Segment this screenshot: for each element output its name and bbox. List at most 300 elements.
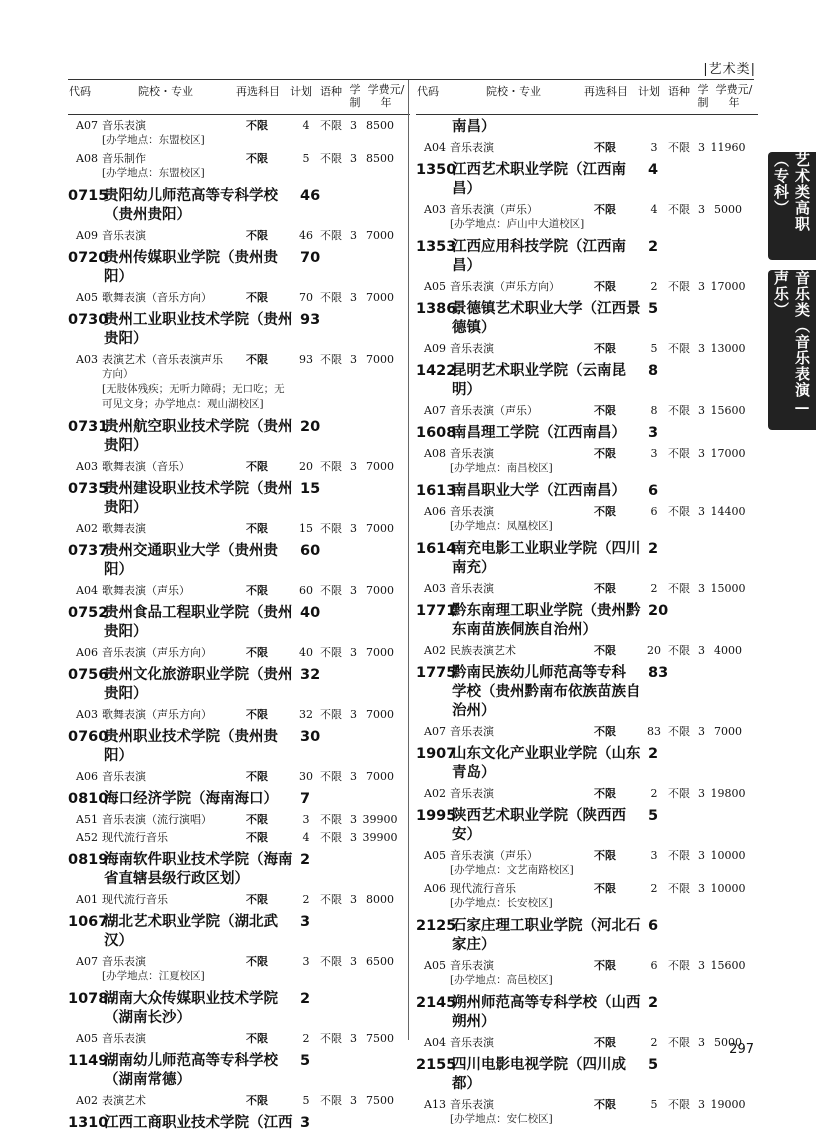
specialty-code: A09	[424, 342, 446, 355]
institution-name: 湖南大众传媒职业技术学院	[104, 991, 278, 1007]
institution-code: 0819	[68, 852, 109, 868]
specialty-subjects: 不限	[594, 959, 616, 972]
specialty-name: 音乐表演	[450, 447, 494, 460]
specialty-name: 音乐表演	[450, 141, 494, 154]
institution-name-line: 昌）	[452, 181, 481, 197]
specialty-years: 3	[698, 342, 705, 355]
specialty-subjects: 不限	[594, 787, 616, 800]
specialty-fee: 7000	[366, 584, 394, 597]
institution-code: 1310	[68, 1115, 109, 1131]
specialty-code: A08	[424, 447, 446, 460]
specialty-note: [办学地点：南昌校区]	[450, 462, 553, 474]
specialty-plan: 4	[302, 119, 310, 132]
institution-row	[416, 917, 758, 936]
institution-plan: 5	[648, 808, 659, 824]
specialty-plan: 30	[299, 770, 313, 783]
institution-name-line: 德镇）	[452, 320, 496, 336]
specialty-language: 不限	[668, 959, 690, 972]
specialty-row	[68, 954, 410, 969]
institution-code: 1422	[416, 363, 457, 379]
institution-name: 贵州航空职业技术学院（贵州	[104, 419, 293, 435]
specialty-name: 音乐表演	[450, 1098, 494, 1111]
specialty-subjects: 不限	[246, 831, 268, 844]
specialty-fee: 39900	[362, 831, 398, 844]
institution-name: 湖北艺术职业学院（湖北武	[104, 914, 278, 930]
specialty-code: A07	[424, 725, 446, 738]
header-subjects: 再选科目	[236, 85, 280, 98]
institution-code: 2145	[416, 995, 457, 1011]
institution-name-continued	[416, 559, 758, 578]
specialty-fee: 14400	[710, 505, 746, 518]
specialty-years: 3	[698, 582, 705, 595]
specialty-plan: 2	[302, 893, 310, 906]
specialty-code: A05	[424, 280, 446, 293]
institution-name: 贵州建设职业技术学院（贵州	[104, 481, 293, 497]
institution-plan: 5	[648, 301, 659, 317]
institution-plan: 7	[300, 791, 311, 807]
institution-name-continued	[68, 206, 410, 225]
specialty-language: 不限	[668, 1098, 690, 1111]
institution-plan: 2	[300, 852, 311, 868]
institution-name: 石家庄理工职业学院（河北石	[452, 918, 641, 934]
specialty-years: 3	[698, 644, 705, 657]
institution-code: 0735	[68, 481, 109, 497]
specialty-years: 3	[350, 893, 357, 906]
header-subjects: 再选科目	[584, 85, 628, 98]
specialty-note: [办学地点：庐山中大道校区]	[450, 218, 585, 230]
specialty-code: A09	[76, 229, 98, 242]
specialty-plan: 40	[299, 646, 313, 659]
specialty-plan: 15	[299, 522, 313, 535]
specialty-subjects: 不限	[246, 353, 268, 366]
specialty-code: A07	[76, 955, 98, 968]
institution-name-continued	[416, 683, 758, 702]
specialty-language: 不限	[668, 203, 690, 216]
specialty-subjects: 不限	[594, 342, 616, 355]
specialty-years: 3	[350, 1094, 357, 1107]
specialty-code: A03	[76, 353, 98, 366]
institution-name: 海南软件职业技术学院（海南	[104, 852, 293, 868]
institution-name: 昆明艺术职业学院（云南昆	[452, 363, 626, 379]
institution-name-continued	[416, 621, 758, 640]
institution-name: 贵州职业技术学院（贵州贵	[104, 729, 278, 745]
institution-row	[416, 745, 758, 764]
header-plan: 计划	[290, 85, 312, 98]
institution-row	[68, 480, 410, 499]
institution-plan: 2	[648, 239, 659, 255]
institution-row	[68, 1114, 410, 1133]
specialty-years: 3	[698, 1036, 705, 1049]
institution-name: 湖南幼儿师范高等专科学校	[104, 1053, 278, 1069]
institution-name-continued	[68, 1009, 410, 1028]
specialty-language: 不限	[320, 119, 342, 132]
institution-row	[68, 728, 410, 747]
column-header	[68, 80, 410, 114]
specialty-plan: 70	[299, 291, 313, 304]
specialty-language: 不限	[320, 813, 342, 826]
institution-name: 贵州交通职业大学（贵州贵	[104, 543, 278, 559]
specialty-subjects: 不限	[594, 582, 616, 595]
institution-row	[68, 311, 410, 330]
specialty-fee: 7000	[366, 708, 394, 721]
specialty-years: 3	[698, 203, 705, 216]
institution-name-continued	[416, 381, 758, 400]
institution-name-continued	[68, 685, 410, 704]
specialty-fee: 7000	[366, 460, 394, 473]
institution-plan: 6	[648, 918, 659, 934]
institution-code: 2155	[416, 1057, 457, 1073]
specialty-code: A03	[424, 203, 446, 216]
institution-row	[68, 542, 410, 561]
institution-code: 0720	[68, 250, 109, 266]
specialty-fee: 8500	[366, 119, 394, 132]
institution-name: 四川电影电视学院（四川成	[452, 1057, 626, 1073]
left-column-body	[68, 118, 410, 1133]
specialty-plan: 3	[302, 813, 310, 826]
specialty-code: A06	[424, 882, 446, 895]
institution-row	[68, 990, 410, 1009]
specialty-years: 3	[350, 522, 357, 535]
specialty-subjects: 不限	[246, 1032, 268, 1045]
institution-name-line: 昌）	[452, 258, 481, 274]
institution-plan: 2	[648, 541, 659, 557]
institution-code: 1775	[416, 665, 457, 681]
specialty-row	[68, 645, 410, 660]
specialty-name: 表演艺术（音乐表演声乐	[102, 353, 223, 366]
institution-plan: 60	[300, 543, 321, 559]
institution-plan: 8	[648, 363, 659, 379]
specialty-name: 音乐表演（声乐）	[450, 203, 538, 216]
specialty-fee: 7000	[366, 291, 394, 304]
institution-code: 1386	[416, 301, 457, 317]
specialty-fee: 17000	[710, 280, 746, 293]
specialty-name: 音乐表演	[450, 959, 494, 972]
institution-code: 1350	[416, 162, 457, 178]
specialty-row	[416, 958, 758, 973]
specialty-plan: 3	[302, 955, 310, 968]
category-tag-label: 艺术类	[708, 62, 751, 77]
institution-name-line: 南充）	[452, 560, 496, 576]
specialty-subjects: 不限	[246, 229, 268, 242]
specialty-row	[416, 581, 758, 596]
specialty-note: [办学地点：凤凰校区]	[450, 520, 553, 532]
specialty-row	[416, 279, 758, 294]
institution-code: 0756	[68, 667, 109, 683]
header-years: 学制	[349, 83, 361, 109]
specialty-plan: 60	[299, 584, 313, 597]
specialty-code: A05	[76, 291, 98, 304]
specialty-name: 音乐表演	[450, 725, 494, 738]
specialty-note: 方向）	[102, 368, 134, 380]
specialty-fee: 8500	[366, 152, 394, 165]
specialty-years: 3	[698, 141, 705, 154]
institution-code: 1771	[416, 603, 457, 619]
institution-name-continued	[68, 561, 410, 580]
specialty-language: 不限	[668, 725, 690, 738]
specialty-years: 3	[350, 708, 357, 721]
institution-name: 南昌理工学院（江西南昌）	[452, 425, 626, 441]
specialty-subjects: 不限	[594, 203, 616, 216]
institution-name: 贵州文化旅游职业学院（贵州	[104, 667, 293, 683]
specialty-years: 3	[698, 849, 705, 862]
specialty-fee: 11960	[710, 141, 746, 154]
specialty-name: 歌舞表演（声乐方向）	[102, 708, 212, 721]
specialty-name: 音乐表演（声乐）	[450, 404, 538, 417]
specialty-language: 不限	[320, 353, 342, 366]
specialty-code: A05	[76, 1032, 98, 1045]
specialty-years: 3	[350, 152, 357, 165]
specialty-note: [办学地点：东盟校区]	[102, 167, 205, 179]
institution-name: 贵州工业职业技术学院（贵州	[104, 312, 293, 328]
specialty-name: 音乐表演	[450, 342, 494, 355]
institution-name-continued	[416, 702, 758, 721]
specialty-name: 音乐表演	[102, 119, 146, 132]
specialty-name: 民族表演艺术	[450, 644, 516, 657]
institution-name-continued	[68, 330, 410, 349]
institution-row	[416, 664, 758, 683]
specialty-plan: 2	[650, 882, 658, 895]
header-code: 代码	[69, 85, 91, 98]
specialty-name: 音乐表演（声乐）	[450, 849, 538, 862]
specialty-years: 3	[350, 770, 357, 783]
specialty-language: 不限	[320, 1032, 342, 1045]
specialty-row	[68, 352, 410, 367]
specialty-language: 不限	[668, 141, 690, 154]
institution-name-line: （贵州贵阳）	[104, 207, 191, 223]
institution-code: 1995	[416, 808, 457, 824]
specialty-years: 3	[350, 831, 357, 844]
specialty-language: 不限	[320, 460, 342, 473]
specialty-language: 不限	[668, 404, 690, 417]
specialty-note: [办学地点：文艺南路校区]	[450, 864, 574, 876]
institution-plan: 5	[300, 1053, 311, 1069]
institution-code: 0810	[68, 791, 109, 807]
specialty-subjects: 不限	[246, 119, 268, 132]
specialty-subjects: 不限	[594, 1036, 616, 1049]
header-name: 院校・专业	[138, 85, 193, 98]
institution-code: 0715	[68, 188, 109, 204]
specialty-years: 3	[698, 1098, 705, 1111]
specialty-fee: 17000	[710, 447, 746, 460]
specialty-plan: 3	[650, 141, 658, 154]
institution-row	[416, 602, 758, 621]
specialty-subjects: 不限	[594, 849, 616, 862]
institution-code: 1353	[416, 239, 457, 255]
specialty-fee: 10000	[710, 882, 746, 895]
institution-name: 贵州传媒职业学院（贵州贵	[104, 250, 278, 266]
specialty-years: 3	[698, 505, 705, 518]
institution-row	[416, 807, 758, 826]
specialty-code: A02	[76, 522, 98, 535]
specialty-years: 3	[698, 959, 705, 972]
institution-plan: 3	[300, 1115, 311, 1131]
institution-name-line: 汉）	[104, 933, 133, 949]
institution-row	[416, 540, 758, 559]
institution-row	[68, 666, 410, 685]
specialty-language: 不限	[320, 229, 342, 242]
specialty-fee: 7000	[366, 770, 394, 783]
specialty-years: 3	[698, 787, 705, 800]
institution-plan: 2	[300, 991, 311, 1007]
specialty-years: 3	[350, 229, 357, 242]
specialty-subjects: 不限	[594, 505, 616, 518]
specialty-subjects: 不限	[246, 1094, 268, 1107]
specialty-subjects: 不限	[246, 584, 268, 597]
institution-name-line: 南昌）	[452, 119, 496, 135]
specialty-language: 不限	[668, 787, 690, 800]
institution-code: 1907	[416, 746, 457, 762]
institution-name: 黔东南理工职业学院（贵州黔	[452, 603, 641, 619]
header-language: 语种	[668, 85, 690, 98]
specialty-code: A02	[76, 1094, 98, 1107]
institution-name: 山东文化产业职业学院（山东	[452, 746, 641, 762]
institution-plan: 83	[648, 665, 669, 681]
specialty-fee: 19800	[710, 787, 746, 800]
institution-row	[416, 300, 758, 319]
specialty-fee: 15000	[710, 582, 746, 595]
institution-name-continued	[68, 870, 410, 889]
institution-name-line: 贵阳）	[104, 686, 148, 702]
specialty-code: A03	[424, 582, 446, 595]
institution-name: 南充电影工业职业学院（四川	[452, 541, 641, 557]
specialty-fee: 7000	[366, 229, 394, 242]
specialty-name: 现代流行音乐	[102, 831, 168, 844]
specialty-years: 3	[350, 813, 357, 826]
specialty-language: 不限	[320, 584, 342, 597]
institution-name-line: 朔州）	[452, 1014, 496, 1030]
specialty-name: 音乐表演	[102, 1032, 146, 1045]
specialty-fee: 15600	[710, 959, 746, 972]
specialty-note: [无肢体残疾；无听力障碍；无口吃；无可见文身；办学地点：观山湖校区]	[102, 383, 285, 410]
header-fee: 学费元/年	[715, 83, 753, 109]
specialty-plan: 46	[299, 229, 313, 242]
specialty-years: 3	[350, 584, 357, 597]
specialty-subjects: 不限	[246, 770, 268, 783]
specialty-fee: 7500	[366, 1032, 394, 1045]
specialty-years: 3	[350, 955, 357, 968]
institution-name: 景德镇艺术职业大学（江西景	[452, 301, 641, 317]
institution-name-continued	[68, 437, 410, 456]
specialty-subjects: 不限	[594, 1098, 616, 1111]
specialty-years: 3	[698, 280, 705, 293]
specialty-name: 现代流行音乐	[102, 893, 168, 906]
specialty-code: A07	[76, 119, 98, 132]
specialty-plan: 6	[650, 959, 658, 972]
right-column	[416, 80, 758, 1127]
specialty-plan: 5	[650, 1098, 658, 1111]
specialty-language: 不限	[668, 505, 690, 518]
specialty-fee: 10000	[710, 849, 746, 862]
specialty-plan: 5	[650, 342, 658, 355]
specialty-language: 不限	[668, 1036, 690, 1049]
specialty-name: 歌舞表演（音乐方向）	[102, 291, 212, 304]
specialty-plan: 5	[302, 1094, 310, 1107]
specialty-plan: 6	[650, 505, 658, 518]
specialty-language: 不限	[668, 882, 690, 895]
institution-row	[416, 994, 758, 1013]
institution-name: 贵州食品工程职业学院（贵州	[104, 605, 293, 621]
institution-plan: 6	[648, 483, 659, 499]
specialty-plan: 5	[302, 152, 310, 165]
specialty-row	[68, 1031, 410, 1046]
specialty-subjects: 不限	[246, 522, 268, 535]
specialty-language: 不限	[320, 770, 342, 783]
specialty-subjects: 不限	[246, 708, 268, 721]
specialty-row	[416, 1035, 758, 1050]
specialty-name: 音乐表演	[102, 955, 146, 968]
specialty-fee: 39900	[362, 813, 398, 826]
specialty-language: 不限	[668, 849, 690, 862]
specialty-subjects: 不限	[246, 813, 268, 826]
specialty-language: 不限	[320, 955, 342, 968]
specialty-name: 音乐表演（声乐方向）	[450, 280, 560, 293]
specialty-name: 音乐制作	[102, 152, 146, 165]
specialty-language: 不限	[668, 280, 690, 293]
header-language: 语种	[320, 85, 342, 98]
institution-code: 0752	[68, 605, 109, 621]
institution-plan: 20	[300, 419, 321, 435]
specialty-row	[68, 830, 410, 845]
specialty-fee: 15600	[710, 404, 746, 417]
institution-name-line: 阳）	[104, 748, 133, 764]
institution-name-line: 家庄）	[452, 937, 496, 953]
specialty-plan: 3	[650, 447, 658, 460]
institution-code: 1608	[416, 425, 457, 441]
specialty-plan: 83	[647, 725, 661, 738]
specialty-years: 3	[350, 291, 357, 304]
specialty-years: 3	[350, 119, 357, 132]
institution-name-continued	[416, 826, 758, 845]
header-plan: 计划	[638, 85, 660, 98]
institution-name-line: 省直辖县级行政区划）	[104, 871, 249, 887]
specialty-years: 3	[698, 882, 705, 895]
specialty-row	[416, 504, 758, 519]
specialty-row	[68, 769, 410, 784]
specialty-name: 音乐表演（流行演唱）	[102, 813, 212, 826]
institution-row	[68, 418, 410, 437]
specialty-fee: 5000	[714, 1036, 742, 1049]
institution-plan: 3	[300, 914, 311, 930]
institution-row	[416, 424, 758, 443]
right-column-body	[416, 118, 758, 1127]
specialty-language: 不限	[320, 893, 342, 906]
specialty-language: 不限	[668, 342, 690, 355]
specialty-note: [办学地点：江夏校区]	[102, 970, 205, 982]
specialty-row	[68, 459, 410, 474]
header-fee: 学费元/年	[367, 83, 405, 109]
specialty-plan: 2	[650, 787, 658, 800]
institution-name: 江西工商职业技术学院（江西	[104, 1115, 293, 1131]
column-header	[416, 80, 758, 114]
specialty-row	[68, 812, 410, 827]
column-divider	[408, 80, 409, 1040]
specialty-language: 不限	[320, 1094, 342, 1107]
specialty-code: A13	[424, 1098, 446, 1111]
side-tab-category: 艺术类高职（专科）	[768, 152, 816, 260]
institution-row	[68, 790, 410, 809]
side-tab-subcategory: 音乐类（音乐表演—声乐）	[768, 270, 816, 430]
page-number: 297	[729, 1042, 754, 1057]
specialty-language: 不限	[320, 152, 342, 165]
specialty-years: 3	[698, 725, 705, 738]
institution-name-line: 东南苗族侗族自治州）	[452, 622, 597, 638]
specialty-name: 音乐表演	[450, 582, 494, 595]
specialty-code: A04	[424, 141, 446, 154]
specialty-name: 歌舞表演	[102, 522, 146, 535]
institution-plan: 32	[300, 667, 321, 683]
institution-name-continued	[416, 118, 758, 137]
specialty-code: A03	[76, 708, 98, 721]
